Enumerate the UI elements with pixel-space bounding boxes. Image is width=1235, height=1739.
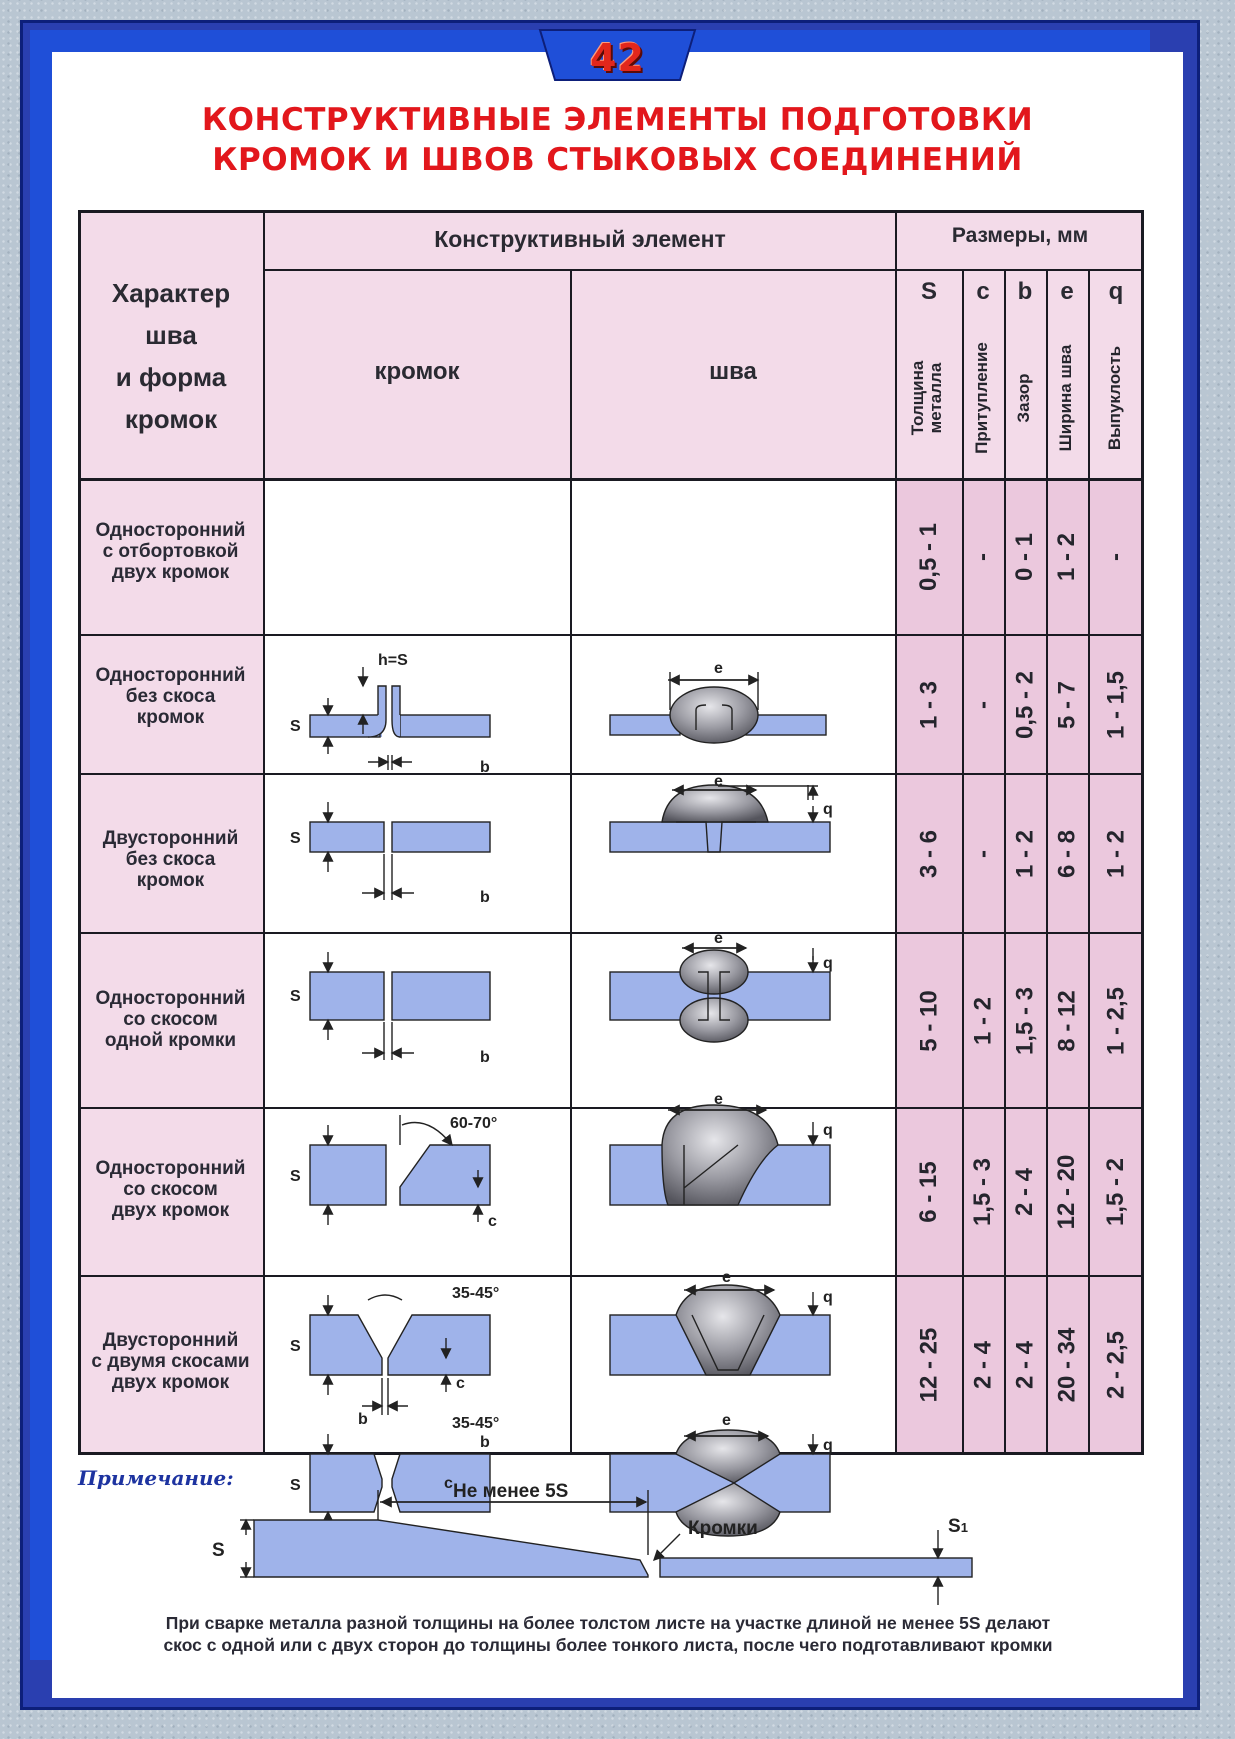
value-cell: 6 - 8 — [1053, 829, 1080, 878]
label-e: e — [714, 930, 723, 947]
col-b-name: Зазор — [1014, 373, 1033, 423]
label-e: e — [714, 1091, 723, 1108]
value-cell: 5 - 7 — [1053, 680, 1080, 729]
row-4-label: Односторонний со скосом одной кромки — [95, 988, 246, 1051]
value-cell: 2 - 2,5 — [1102, 1330, 1129, 1399]
value-cell: - — [969, 700, 996, 709]
label-S: S — [290, 1477, 301, 1494]
value-cell: 1 - 2 — [1102, 829, 1129, 878]
value-cell: 0,5 - 1 — [915, 522, 942, 592]
note-label: Примечание: — [78, 1466, 234, 1490]
value-cell: 1 - 2,5 — [1102, 986, 1129, 1055]
label-b: b — [480, 1049, 490, 1066]
label-angle-35-45: 35-45° — [452, 1415, 500, 1432]
label-e: e — [714, 773, 723, 790]
title-line-2: КРОМОК И ШВОВ СТЫКОВЫХ СОЕДИНЕНИЙ — [212, 142, 1023, 178]
row-1-label: Односторонний с отбортовкой двух кромок — [95, 520, 246, 583]
label-e: e — [722, 1269, 731, 1286]
title-line-1: КОНСТРУКТИВНЫЕ ЭЛЕМЕНТЫ ПОДГОТОВКИ — [201, 102, 1034, 138]
row-3-label: Двусторонний без скоса кромок — [102, 828, 239, 891]
col-c-symbol: c — [976, 278, 990, 305]
row-5-label: Односторонний со скосом двух кромок — [95, 1158, 246, 1221]
value-cell: 1,5 - 3 — [1011, 986, 1038, 1055]
label-S: S — [290, 988, 301, 1005]
value-cell: 6 - 15 — [915, 1161, 942, 1223]
value-cell: 12 - 20 — [1053, 1154, 1080, 1230]
header-seam: шва — [709, 358, 757, 385]
label-hS: h=S — [378, 652, 408, 669]
label-b: b — [480, 1434, 490, 1451]
header-sizes: Размеры, мм — [951, 224, 1089, 247]
label-S: S — [290, 718, 301, 735]
value-cell: 2 - 4 — [1011, 1167, 1038, 1217]
row-6-label: Двусторонний с двумя скосами двух кромок — [91, 1330, 250, 1393]
value-cell: 1 - 2 — [969, 996, 996, 1045]
value-cell: 1 - 2 — [1011, 829, 1038, 878]
label-e: e — [714, 660, 723, 677]
note-edges-label: Кромки — [688, 1518, 758, 1539]
value-cell: 1,5 - 3 — [969, 1157, 996, 1227]
col-e-name: Ширина шва — [1056, 344, 1075, 452]
value-cell: 1 - 3 — [915, 680, 942, 729]
label-e: e — [722, 1412, 731, 1429]
col-q-symbol: q — [1108, 278, 1124, 305]
label-S: S — [290, 830, 301, 847]
value-cell: 2 - 4 — [1011, 1340, 1038, 1389]
col-S-name: Толщина металла — [908, 360, 945, 436]
value-cell: - — [1102, 553, 1129, 561]
label-S: S — [290, 1338, 301, 1355]
col-S-symbol: S — [920, 278, 937, 305]
label-q: q — [823, 1122, 833, 1139]
value-cell: 8 - 12 — [1053, 989, 1080, 1052]
label-S: S — [290, 1168, 301, 1185]
note-S1: S1 — [948, 1516, 968, 1537]
note-dimension: Не менее 5S — [453, 1481, 569, 1502]
page-number: 42 — [590, 36, 645, 80]
label-b: b — [480, 889, 490, 906]
label-b: b — [480, 759, 490, 776]
col-e-symbol: e — [1060, 278, 1074, 305]
value-cell: 0 - 1 — [1011, 532, 1038, 582]
col-b-symbol: b — [1017, 278, 1033, 305]
label-c: c — [488, 1213, 497, 1230]
label-angle-60-70: 60-70° — [450, 1115, 498, 1132]
value-cell: 1,5 - 2 — [1102, 1157, 1129, 1227]
label-q: q — [823, 801, 833, 818]
value-cell: 1 - 1,5 — [1102, 670, 1129, 739]
value-cell: 12 - 25 — [915, 1327, 942, 1402]
value-cell: 3 - 6 — [915, 829, 942, 878]
value-cell: - — [969, 849, 996, 858]
label-c: c — [444, 1475, 453, 1492]
value-cell: 20 - 34 — [1053, 1327, 1080, 1402]
col-q-name: Выпуклость — [1105, 345, 1124, 451]
value-cell: - — [969, 553, 996, 561]
label-c: c — [456, 1375, 465, 1392]
label-q: q — [823, 1289, 833, 1306]
row-2-label: Односторонний без скоса кромок — [95, 665, 246, 728]
note-S: S — [212, 1540, 225, 1561]
label-b: b — [358, 1411, 368, 1428]
note-text: При сварке металла разной толщины на более толстом листе на участке длиной не менее 5S делают скос с одной или с двух сторон до толщины более тонкого листа, после чего подготавливают кромки — [163, 1613, 1053, 1655]
header-constructive: Конструктивный элемент — [434, 226, 726, 252]
header-nature: Характер шва и форма кромок — [111, 278, 231, 434]
label-q: q — [823, 955, 833, 972]
value-cell: 5 - 10 — [915, 989, 942, 1052]
value-cell: 0,5 - 2 — [1011, 670, 1038, 739]
header-edges: кромок — [374, 358, 460, 385]
value-cell: 1 - 2 — [1053, 532, 1080, 582]
label-angle-35-45: 35-45° — [452, 1285, 500, 1302]
col-c-name: Притупление — [972, 342, 991, 454]
value-cell: 2 - 4 — [969, 1340, 996, 1389]
label-q: q — [823, 1437, 833, 1454]
